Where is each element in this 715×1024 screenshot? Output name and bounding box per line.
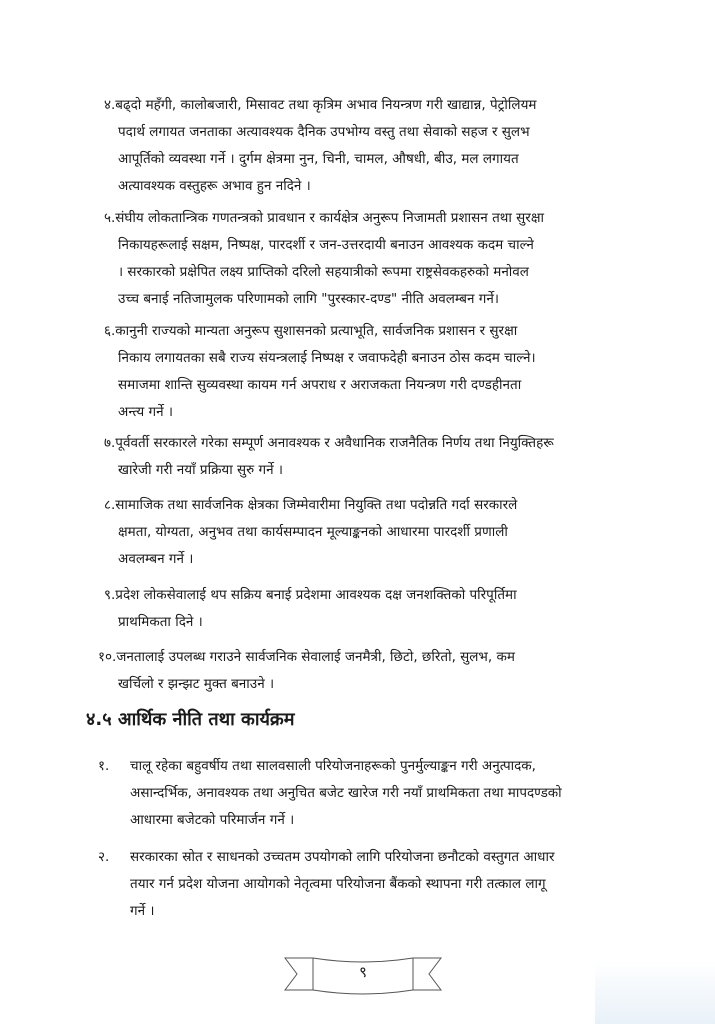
- economic-policy-item-1: [98, 753, 646, 834]
- page-number: ९: [359, 963, 367, 981]
- item-number: २.: [98, 849, 110, 865]
- text-line: ९.प्रदेश लोकसेवालाई थप सक्रिय बनाई प्रदेशमा आवश्यक दक्ष जनशक्तिको परिपूर्तिमा: [104, 587, 517, 603]
- policy-item-8: [104, 492, 646, 573]
- text-line: ७.पूर्ववर्ती सरकारले गरेका सम्पूर्ण अनावश्यक र अवैधानिक राजनैतिक निर्णय तथा नियुक्तिहरू: [104, 435, 554, 451]
- text-line: पदार्थ लगायत जनताका अत्यावश्यक दैनिक उपभोग्य वस्तु तथा सेवाको सहज र सुलभ: [118, 124, 530, 140]
- text-line: ८.सामाजिक तथा सार्वजनिक क्षेत्रका जिम्मेवारीमा नियुक्ति तथा पदोन्नति गर्दा सरकारले: [104, 497, 518, 513]
- text-line: क्षमता, योग्यता, अनुभव तथा कार्यसम्पादन मूल्याङ्कनको आधारमा पारदर्शी प्रणाली: [118, 524, 508, 540]
- text-line: अन्त्य गर्ने ।: [118, 404, 174, 420]
- text-line: आपूर्तिको व्यवस्था गर्ने । दुर्गम क्षेत्रमा नुन, चिनी, चामल, औषधी, बीउ, मल लगायत: [118, 151, 519, 167]
- text-line: । सरकारको प्रक्षेपित लक्ष्य प्राप्तिको दरिलो सहयात्रीको रूपमा राष्ट्रसेवकहरुको मनोवल: [118, 264, 529, 280]
- text-line: निकायहरूलाई सक्षम, निष्पक्ष, पारदर्शी र जन-उत्तरदायी बनाउन आवश्यक कदम चाल्ने: [118, 237, 534, 253]
- text-line: १०.जनतालाई उपलब्ध गराउने सार्वजनिक सेवालाई जनमैत्री, छिटो, छरितो, सुलभ, कम: [98, 649, 515, 665]
- policy-item-9: [104, 582, 646, 636]
- policy-item-7: [104, 430, 646, 484]
- item-number: १.: [98, 758, 110, 774]
- text-line: ६.कानुनी राज्यको मान्यता अनुरूप सुशासनको प्रत्याभूति, सार्वजनिक प्रशासन र सुरक्षा: [104, 323, 518, 339]
- text-line: समाजमा शान्ति सुव्यवस्था कायम गर्न अपराध र अराजकता नियन्त्रण गरी दण्डहीनता: [118, 377, 522, 393]
- text-line: उच्च बनाई नतिजामुलक परिणामको लागि "पुरस्कार-दण्ड" नीति अवलम्बन गर्ने।: [118, 291, 500, 307]
- policy-item-4: [104, 92, 646, 200]
- text-line: ५.संघीय लोकतान्त्रिक गणतन्त्रको प्रावधान र कार्यक्षेत्र अनुरूप निजामती प्रशासन तथा सुरक्षा: [104, 210, 544, 226]
- text-line: असान्दर्भिक, अनावश्यक तथा अनुचित बजेट खारेज गरी नयाँ प्राथमिकता तथा मापदण्डको: [130, 785, 562, 801]
- text-line: प्राथमिकता दिने ।: [118, 614, 203, 630]
- text-line: चालू रहेका बहुवर्षीय तथा सालवसाली परियोजनाहरूको पुनर्मुल्याङ्कन गरी अनुत्पादक,: [130, 758, 536, 774]
- section-heading: ४.५ आर्थिक नीति तथा कार्यक्रम: [86, 709, 295, 730]
- text-line: अत्यावश्यक वस्तुहरू अभाव हुन नदिने ।: [118, 178, 311, 194]
- text-line: निकाय लगायतका सबै राज्य संयन्त्रलाई निष्पक्ष र जवाफदेही बनाउन ठोस कदम चाल्ने।: [118, 350, 536, 366]
- scan-edge-shadow: [595, 960, 715, 1024]
- text-line: खारेजी गरी नयाँ प्रक्रिया सुरु गर्ने ।: [118, 462, 284, 478]
- economic-policy-item-2: [98, 844, 646, 925]
- text-line: सरकारका स्रोत र साधनको उच्चतम उपयोगको लागि परियोजना छनौटको वस्तुगत आधार: [130, 849, 555, 865]
- policy-item-6: [104, 318, 646, 426]
- policy-item-5: [104, 205, 646, 313]
- text-line: तयार गर्न प्रदेश योजना आयोगको नेतृत्वमा परियोजना बैंकको स्थापना गरी तत्काल लागू: [130, 876, 546, 892]
- page-footer: [283, 952, 443, 996]
- text-line: गर्ने ।: [130, 903, 155, 919]
- text-line: अवलम्बन गर्ने ।: [118, 551, 194, 567]
- text-line: ४.बढ्दो महँगी, कालोबजारी, मिसावट तथा कृत्रिम अभाव नियन्त्रण गरी खाद्यान्न, पेट्रोलियम: [104, 97, 537, 113]
- text-line: खर्चिलो र झन्झट मुक्त बनाउने ।: [118, 676, 275, 692]
- policy-item-10: [98, 644, 646, 698]
- text-line: आधारमा बजेटको परिमार्जन गर्ने ।: [130, 812, 295, 828]
